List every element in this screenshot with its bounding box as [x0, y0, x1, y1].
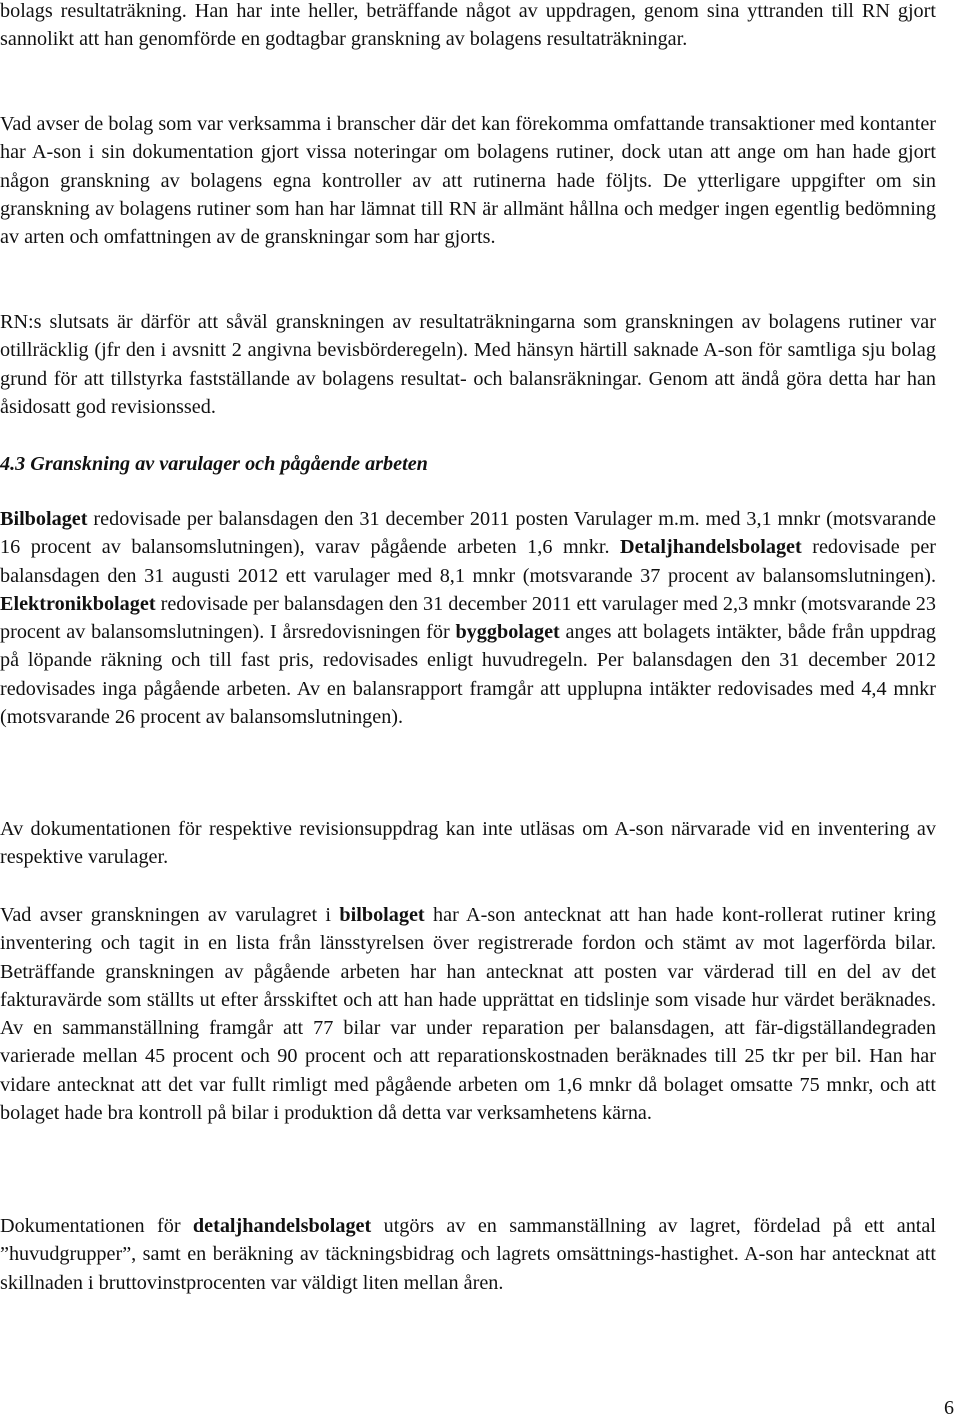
paragraph-inventory-figures	[0, 505, 936, 731]
text-segment: redovisade per balansdagen den 31 augusti 2012 ett varulager med 8,1 mnkr (motsvarande 37 procent av balansomslutningen).	[0, 536, 936, 587]
company-name-detaljhandelsbolaget-lower: detaljhandelsbolaget	[192, 1215, 372, 1237]
paragraph-bilbolaget-inventory	[0, 901, 936, 1127]
paragraph-cash-routines	[0, 110, 936, 251]
page-number: 6	[944, 1397, 954, 1419]
text-segment: Dokumentationen för	[0, 1215, 193, 1237]
company-name-bilbolaget-lower: bilbolaget	[339, 904, 425, 926]
section-heading: 4.3 Granskning av varulager och pågående arbeten	[0, 453, 428, 475]
text-segment: redovisade per balansdagen den 31 december 2011 posten Varulager m.m. med 3,1 mnkr (motsvarande 16 procent av balansomslutningen), varav pågående arbeten 1,6 mnkr.	[0, 508, 936, 559]
text-segment: utgörs av en sammanställning av lagret, fördelad på ett antal ”huvudgrupper”, samt en beräkning av täckningsbidrag och lagrets omsättnings-hastighet. A-son har antecknat att skillnaden i bruttovinstprocenten var väldigt liten mellan åren.	[0, 1215, 936, 1294]
text-segment: anges att bolagets intäkter, både från uppdrag på löpande räkning och till fast pris, redovisades enligt huvudregeln. Per balansdagen den 31 december 2012 redovisades inga pågående arbeten. Av en balansrapport framgår att upplupna intäkter redovisades med 4,4 mnkr (motsvarande 26 procent av balansomslutningen).	[0, 621, 937, 729]
text-segment: redovisade per balansdagen den 31 december 2011 ett varulager med 2,3 mnkr (motsvarande 23 procent av balansomslutningen). I årsredovisningen för	[0, 592, 936, 644]
text-segment: har A-son antecknat att han hade kont-rollerat rutiner kring inventering och tagit in en lista från länsstyrelsen över registrerade fordon och stämt av mot lagerförda bilar. Beträffande granskningen av pågående arbeten har han antecknat att posten var värderad till en del av det fakturavärde som ställts ut efter årsskiftet och att han hade upprättat en tidslinje som visade hur värdet beräknades. Av en sammanställning framgår att 77 bilar var under reparation per balansdagen, att fär-digställandegraden varierade mellan 45 procent och 90 procent och att reparationskostnaden beräknades till 25 tkr per bil. Han har vidare antecknat att det var fullt rimligt med pågående arbeten om 1,6 mnkr då bolaget omsatte 75 mnkr, och att bolaget hade bra kontroll på bilar i produktion då detta var verksamhetens kärna.	[0, 904, 936, 1125]
company-name-bilbolaget: Bilbolaget	[0, 508, 88, 530]
text-segment: Vad avser granskningen av varulagret i	[0, 904, 340, 926]
paragraph-continuation: bolags resultaträkning. Han har inte heller, beträffande något av uppdragen, genom sina yttranden till RN gjort sannolikt att han genomförde en godtagbar granskning av bolagens resultaträkningar.	[0, 0, 936, 51]
company-name-detaljhandelsbolaget: Detaljhandelsbolaget	[620, 536, 802, 559]
paragraph-documentation: Av dokumentationen för respektive revisionsuppdrag kan inte utläsas om A-son närvarade vid en inventering av respektive varulager.	[0, 818, 936, 869]
paragraph-cash-routines-part2: De ytterligare uppgifter om sin granskning av bolagens rutiner som han har lämnat till RN är allmänt hållna och medger ingen egentlig bedömning av arten och omfattningen av de granskningar som har gjorts.	[0, 169, 937, 249]
company-name-elektronikbolaget: Elektronikbolaget	[0, 592, 156, 615]
company-name-byggbolaget: byggbolaget	[455, 621, 560, 644]
paragraph-detaljhandel-documentation	[0, 1212, 936, 1297]
paragraph-cash-routines-part1: Vad avser de bolag som var verksamma i branscher där det kan förekomma omfattande transaktioner med kontanter har A-son i sin dokumentation gjort vissa noteringar om bolagens rutiner, dock utan att ange om han hade gjort någon granskning av bolagens egna kontroller av att rutinerna hade följts.	[0, 113, 936, 192]
paragraph-rn-conclusion: RN:s slutsats är därför att såväl granskningen av resultaträkningarna som granskningen av bolagens rutiner var otillräcklig (jfr den i avsnitt 2 angivna bevisbörderegeln). Med hänsyn härtill saknade A-son för samtliga sju bolag grund för att tillstyrka fastställande av bolagens resultat- och balansräkningar. Genom att ändå göra detta har han åsidosatt god revisionssed.	[0, 311, 936, 418]
